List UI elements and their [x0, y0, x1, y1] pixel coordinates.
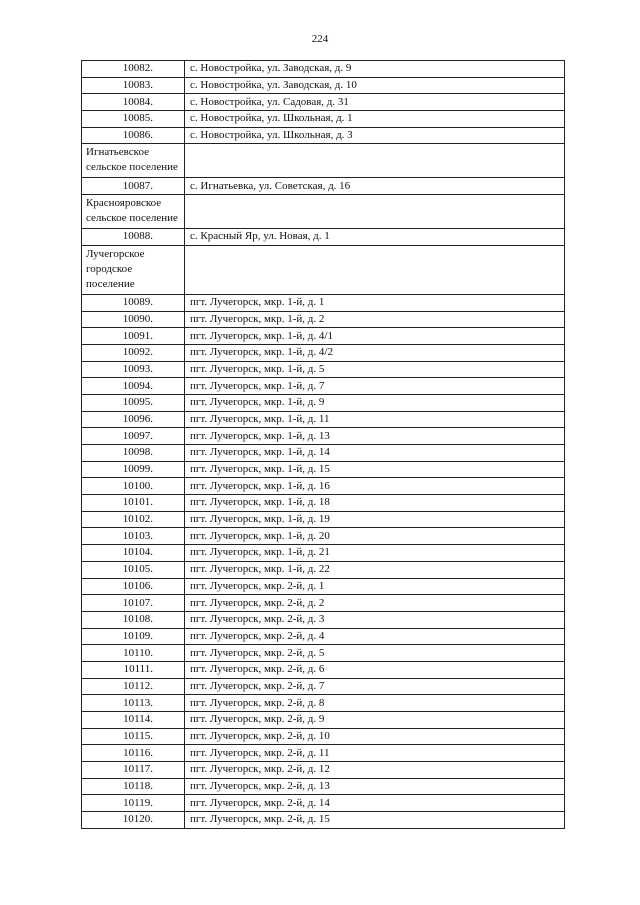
address-cell: пгт. Лучегорск, мкр. 2-й, д. 2 [185, 595, 565, 612]
address-cell: пгт. Лучегорск, мкр. 2-й, д. 13 [185, 778, 565, 795]
table-row [82, 595, 565, 612]
address-cell: с. Игнатьевка, ул. Советская, д. 16 [185, 178, 565, 195]
row-number: 10099. [82, 461, 185, 478]
address-cell: пгт. Лучегорск, мкр. 2-й, д. 12 [185, 762, 565, 779]
row-number: 10116. [82, 745, 185, 762]
row-number: 10119. [82, 795, 185, 812]
row-number: 10095. [82, 394, 185, 411]
table-row [82, 728, 565, 745]
row-number: 10083. [82, 77, 185, 94]
table-row [82, 561, 565, 578]
settlement-header-row [82, 245, 565, 294]
table-row [82, 111, 565, 128]
address-cell: пгт. Лучегорск, мкр. 2-й, д. 15 [185, 812, 565, 829]
settlement-header-row [82, 195, 565, 229]
settlement-name: Краснояровское сельское поселение [82, 195, 185, 229]
table-row [82, 378, 565, 395]
table-row [82, 695, 565, 712]
table-row [82, 511, 565, 528]
table-row [82, 628, 565, 645]
address-cell: пгт. Лучегорск, мкр. 1-й, д. 11 [185, 411, 565, 428]
address-cell: с. Новостройка, ул. Заводская, д. 9 [185, 61, 565, 78]
row-number: 10108. [82, 611, 185, 628]
row-number: 10117. [82, 762, 185, 779]
address-cell: пгт. Лучегорск, мкр. 1-й, д. 14 [185, 445, 565, 462]
table-row [82, 678, 565, 695]
address-cell: с. Новостройка, ул. Школьная, д. 3 [185, 127, 565, 144]
table-row [82, 77, 565, 94]
settlement-name: Игнатьевское сельское поселение [82, 144, 185, 178]
row-number: 10096. [82, 411, 185, 428]
address-cell: пгт. Лучегорск, мкр. 1-й, д. 1 [185, 294, 565, 311]
address-cell: с. Красный Яр, ул. Новая, д. 1 [185, 229, 565, 246]
row-number: 10093. [82, 361, 185, 378]
address-cell: пгт. Лучегорск, мкр. 2-й, д. 9 [185, 712, 565, 729]
table-row [82, 445, 565, 462]
address-cell: с. Новостройка, ул. Заводская, д. 10 [185, 77, 565, 94]
table-row [82, 812, 565, 829]
address-cell: пгт. Лучегорск, мкр. 2-й, д. 5 [185, 645, 565, 662]
table-row [82, 94, 565, 111]
row-number: 10091. [82, 328, 185, 345]
table-row [82, 611, 565, 628]
address-cell: пгт. Лучегорск, мкр. 2-й, д. 3 [185, 611, 565, 628]
table-row [82, 178, 565, 195]
settlement-header-row [82, 144, 565, 178]
address-cell: пгт. Лучегорск, мкр. 1-й, д. 13 [185, 428, 565, 445]
row-number: 10101. [82, 495, 185, 512]
row-number: 10084. [82, 94, 185, 111]
address-cell: пгт. Лучегорск, мкр. 2-й, д. 11 [185, 745, 565, 762]
address-cell: с. Новостройка, ул. Школьная, д. 1 [185, 111, 565, 128]
row-number: 10110. [82, 645, 185, 662]
table-row [82, 545, 565, 562]
row-number: 10115. [82, 728, 185, 745]
row-number: 10088. [82, 229, 185, 246]
table-row [82, 762, 565, 779]
address-cell: пгт. Лучегорск, мкр. 2-й, д. 4 [185, 628, 565, 645]
row-number: 10106. [82, 578, 185, 595]
row-number: 10082. [82, 61, 185, 78]
address-cell: пгт. Лучегорск, мкр. 2-й, д. 6 [185, 661, 565, 678]
table-row [82, 661, 565, 678]
address-cell: пгт. Лучегорск, мкр. 2-й, д. 1 [185, 578, 565, 595]
address-cell: с. Новостройка, ул. Садовая, д. 31 [185, 94, 565, 111]
table-row [82, 478, 565, 495]
address-cell: пгт. Лучегорск, мкр. 1-й, д. 21 [185, 545, 565, 562]
table-row [82, 778, 565, 795]
table-row [82, 328, 565, 345]
address-cell: пгт. Лучегорск, мкр. 2-й, д. 14 [185, 795, 565, 812]
row-number: 10104. [82, 545, 185, 562]
table-row [82, 745, 565, 762]
row-number: 10109. [82, 628, 185, 645]
address-cell: пгт. Лучегорск, мкр. 1-й, д. 4/1 [185, 328, 565, 345]
address-cell: пгт. Лучегорск, мкр. 1-й, д. 5 [185, 361, 565, 378]
row-number: 10113. [82, 695, 185, 712]
address-cell: пгт. Лучегорск, мкр. 1-й, д. 16 [185, 478, 565, 495]
row-number: 10100. [82, 478, 185, 495]
empty-cell [185, 144, 565, 178]
row-number: 10114. [82, 712, 185, 729]
row-number: 10089. [82, 294, 185, 311]
address-cell: пгт. Лучегорск, мкр. 2-й, д. 8 [185, 695, 565, 712]
row-number: 10112. [82, 678, 185, 695]
page-number: 224 [311, 33, 329, 45]
row-number: 10090. [82, 311, 185, 328]
address-table-body [82, 61, 565, 829]
table-row [82, 712, 565, 729]
table-row [82, 229, 565, 246]
row-number: 10102. [82, 511, 185, 528]
row-number: 10118. [82, 778, 185, 795]
table-row [82, 394, 565, 411]
table-row [82, 361, 565, 378]
row-number: 10087. [82, 178, 185, 195]
table-row [82, 294, 565, 311]
table-row [82, 795, 565, 812]
table-row [82, 127, 565, 144]
empty-cell [185, 245, 565, 294]
address-cell: пгт. Лучегорск, мкр. 1-й, д. 7 [185, 378, 565, 395]
row-number: 10092. [82, 344, 185, 361]
row-number: 10105. [82, 561, 185, 578]
address-cell: пгт. Лучегорск, мкр. 1-й, д. 19 [185, 511, 565, 528]
table-row [82, 61, 565, 78]
row-number: 10085. [82, 111, 185, 128]
row-number: 10094. [82, 378, 185, 395]
table-row [82, 311, 565, 328]
table-row [82, 411, 565, 428]
table-row [82, 528, 565, 545]
address-cell: пгт. Лучегорск, мкр. 1-й, д. 18 [185, 495, 565, 512]
table-row [82, 495, 565, 512]
table-row [82, 428, 565, 445]
address-cell: пгт. Лучегорск, мкр. 1-й, д. 22 [185, 561, 565, 578]
row-number: 10107. [82, 595, 185, 612]
address-cell: пгт. Лучегорск, мкр. 1-й, д. 9 [185, 394, 565, 411]
table-row [82, 578, 565, 595]
table-row [82, 645, 565, 662]
address-cell: пгт. Лучегорск, мкр. 1-й, д. 15 [185, 461, 565, 478]
row-number: 10097. [82, 428, 185, 445]
table-row [82, 344, 565, 361]
address-cell: пгт. Лучегорск, мкр. 1-й, д. 20 [185, 528, 565, 545]
address-cell: пгт. Лучегорск, мкр. 1-й, д. 2 [185, 311, 565, 328]
row-number: 10103. [82, 528, 185, 545]
row-number: 10120. [82, 812, 185, 829]
address-table [81, 60, 565, 829]
row-number: 10086. [82, 127, 185, 144]
address-cell: пгт. Лучегорск, мкр. 2-й, д. 10 [185, 728, 565, 745]
address-cell: пгт. Лучегорск, мкр. 1-й, д. 4/2 [185, 344, 565, 361]
row-number: 10098. [82, 445, 185, 462]
row-number: 10111. [82, 661, 185, 678]
empty-cell [185, 195, 565, 229]
address-cell: пгт. Лучегорск, мкр. 2-й, д. 7 [185, 678, 565, 695]
settlement-name: Лучегорское городское поселение [82, 245, 185, 294]
table-row [82, 461, 565, 478]
